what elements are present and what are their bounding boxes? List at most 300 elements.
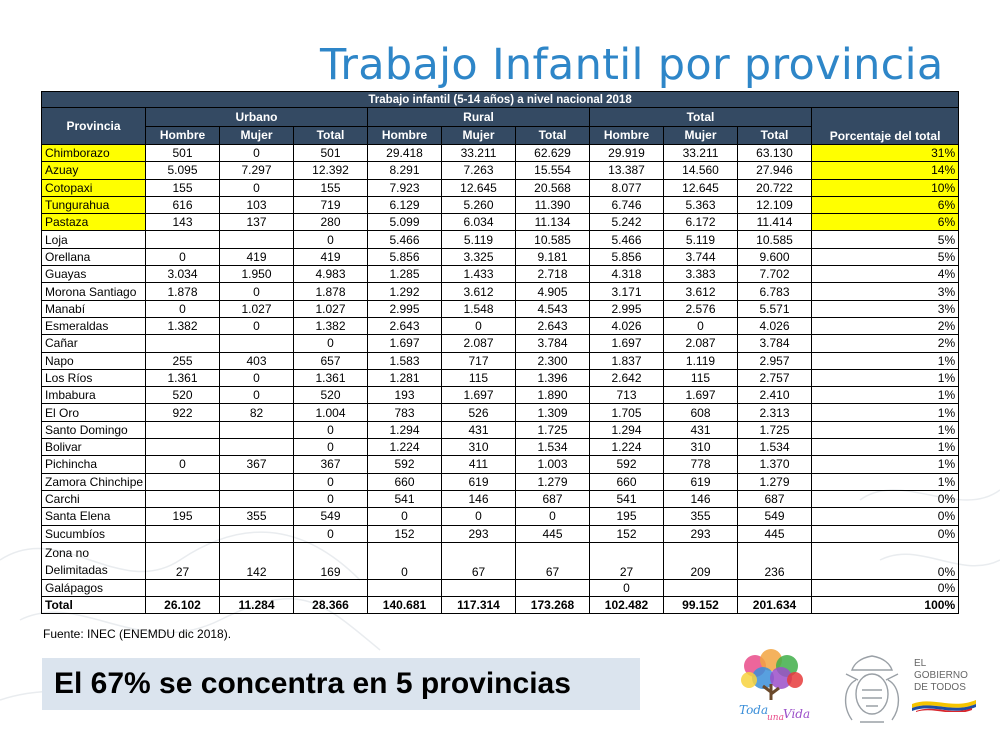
value-cell: 33.211 [664, 145, 738, 162]
value-cell: 1.705 [590, 404, 664, 421]
svg-text:Vida: Vida [783, 707, 811, 721]
value-cell: 12.645 [664, 179, 738, 196]
value-cell [146, 439, 220, 456]
value-cell: 431 [664, 421, 738, 438]
value-cell: 155 [294, 179, 368, 196]
value-cell: 1.697 [368, 335, 442, 352]
value-cell [146, 473, 220, 490]
province-name: Chimborazo [42, 145, 146, 162]
value-cell: 2.576 [664, 300, 738, 317]
value-cell: 0 [146, 248, 220, 265]
value-cell: 29.418 [368, 145, 442, 162]
percentage-cell: 3% [812, 300, 959, 317]
subcolumn-header: Hombre [146, 126, 220, 145]
value-cell: 29.919 [590, 145, 664, 162]
subcolumn-header: Total [738, 126, 812, 145]
value-cell: 0 [442, 508, 516, 525]
value-cell: 549 [738, 508, 812, 525]
value-cell: 2.313 [738, 404, 812, 421]
value-cell: 6.783 [738, 283, 812, 300]
value-cell: 5.260 [442, 196, 516, 213]
value-cell: 520 [294, 387, 368, 404]
value-cell: 28.366 [294, 597, 368, 614]
table-row [42, 248, 959, 265]
source-note: Fuente: INEC (ENEMDU dic 2018). [43, 627, 232, 641]
value-cell: 1.534 [738, 439, 812, 456]
value-cell: 7.263 [442, 162, 516, 179]
value-cell: 8.291 [368, 162, 442, 179]
value-cell: 117.314 [442, 597, 516, 614]
value-cell: 1.890 [516, 387, 590, 404]
value-cell: 310 [664, 439, 738, 456]
value-cell: 6.034 [442, 214, 516, 231]
value-cell: 1.548 [442, 300, 516, 317]
province-name: Morona Santiago [42, 283, 146, 300]
value-cell: 27 [146, 542, 220, 579]
value-cell: 11.134 [516, 214, 590, 231]
value-cell: 541 [590, 490, 664, 507]
value-cell: 367 [294, 456, 368, 473]
table-row [42, 283, 959, 300]
value-cell: 1.027 [220, 300, 294, 317]
value-cell [516, 579, 590, 596]
value-cell [146, 579, 220, 596]
value-cell: 719 [294, 196, 368, 213]
value-cell: 99.152 [664, 597, 738, 614]
group-header-total: Total [590, 108, 812, 127]
value-cell: 6.172 [664, 214, 738, 231]
value-cell: 27.946 [738, 162, 812, 179]
value-cell [294, 579, 368, 596]
value-cell: 2.087 [664, 335, 738, 352]
table-row [42, 369, 959, 386]
value-cell: 12.392 [294, 162, 368, 179]
percentage-cell: 5% [812, 231, 959, 248]
value-cell: 2.300 [516, 352, 590, 369]
province-name: Pichincha [42, 456, 146, 473]
province-name: Pastaza [42, 214, 146, 231]
value-cell: 5.095 [146, 162, 220, 179]
subcolumn-header: Hombre [368, 126, 442, 145]
value-cell: 201.634 [738, 597, 812, 614]
value-cell: 549 [294, 508, 368, 525]
value-cell: 0 [220, 387, 294, 404]
province-name: Zona no Delimitadas [42, 542, 146, 579]
gov-line-2: GOBIERNO [914, 670, 968, 681]
value-cell: 82 [220, 404, 294, 421]
value-cell: 3.612 [442, 283, 516, 300]
value-cell: 20.722 [738, 179, 812, 196]
value-cell: 922 [146, 404, 220, 421]
percentage-cell: 31% [812, 145, 959, 162]
value-cell: 657 [294, 352, 368, 369]
value-cell: 592 [368, 456, 442, 473]
value-cell: 608 [664, 404, 738, 421]
value-cell [146, 231, 220, 248]
value-cell: 146 [442, 490, 516, 507]
percentage-cell: 1% [812, 387, 959, 404]
percentage-cell: 6% [812, 214, 959, 231]
table-row [42, 439, 959, 456]
callout-text: El 67% se concentra en 5 provincias [54, 667, 571, 700]
value-cell: 14.560 [664, 162, 738, 179]
value-cell: 3.784 [516, 335, 590, 352]
percentage-cell: 1% [812, 421, 959, 438]
value-cell: 10.585 [516, 231, 590, 248]
province-name: Napo [42, 352, 146, 369]
value-cell: 143 [146, 214, 220, 231]
value-cell: 4.318 [590, 266, 664, 283]
percentage-cell: 100% [812, 597, 959, 614]
value-cell [146, 335, 220, 352]
value-cell: 0 [590, 579, 664, 596]
value-cell: 0 [294, 439, 368, 456]
gobierno-de-todos-logo [912, 658, 992, 728]
value-cell [220, 231, 294, 248]
table-row [42, 421, 959, 438]
value-cell: 169 [294, 542, 368, 579]
value-cell: 155 [146, 179, 220, 196]
value-cell: 5.363 [664, 196, 738, 213]
percentage-cell: 0% [812, 542, 959, 579]
percentage-cell: 3% [812, 283, 959, 300]
value-cell: 1.004 [294, 404, 368, 421]
value-cell: 3.744 [664, 248, 738, 265]
province-name: Total [42, 597, 146, 614]
value-cell [664, 579, 738, 596]
province-name: Bolivar [42, 439, 146, 456]
value-cell: 0 [294, 473, 368, 490]
value-cell: 0 [442, 317, 516, 334]
value-cell: 0 [146, 300, 220, 317]
province-name: Los Ríos [42, 369, 146, 386]
value-cell: 3.612 [664, 283, 738, 300]
value-cell: 541 [368, 490, 442, 507]
value-cell: 146 [664, 490, 738, 507]
percentage-cell: 5% [812, 248, 959, 265]
value-cell: 0 [368, 542, 442, 579]
value-cell: 67 [516, 542, 590, 579]
value-cell: 1.433 [442, 266, 516, 283]
percentage-cell: 10% [812, 179, 959, 196]
value-cell [220, 579, 294, 596]
toda-una-vida-logo [733, 648, 813, 724]
value-cell: 1.534 [516, 439, 590, 456]
value-cell: 12.645 [442, 179, 516, 196]
value-cell: 11.414 [738, 214, 812, 231]
subcolumn-header: Hombre [590, 126, 664, 145]
percentage-cell: 1% [812, 439, 959, 456]
value-cell: 2.718 [516, 266, 590, 283]
value-cell: 367 [220, 456, 294, 473]
value-cell: 2.410 [738, 387, 812, 404]
table-row [42, 196, 959, 213]
table-row [42, 231, 959, 248]
value-cell: 6.129 [368, 196, 442, 213]
table-row [42, 508, 959, 525]
value-cell: 0 [516, 508, 590, 525]
value-cell [146, 490, 220, 507]
value-cell: 62.629 [516, 145, 590, 162]
table-row [42, 525, 959, 542]
value-cell [220, 421, 294, 438]
province-name: Cotopaxi [42, 179, 146, 196]
table-row [42, 335, 959, 352]
value-cell: 526 [442, 404, 516, 421]
value-cell: 152 [368, 525, 442, 542]
percentage-cell: 2% [812, 335, 959, 352]
percentage-cell: 1% [812, 369, 959, 386]
value-cell: 142 [220, 542, 294, 579]
value-cell: 2.757 [738, 369, 812, 386]
value-cell: 445 [516, 525, 590, 542]
province-name: Azuay [42, 162, 146, 179]
value-cell: 137 [220, 214, 294, 231]
table-row [42, 162, 959, 179]
value-cell [220, 490, 294, 507]
value-cell: 1.837 [590, 352, 664, 369]
value-cell: 660 [590, 473, 664, 490]
value-cell: 4.026 [738, 317, 812, 334]
value-cell: 293 [664, 525, 738, 542]
value-cell: 0 [220, 145, 294, 162]
value-cell: 1.119 [664, 352, 738, 369]
value-cell: 3.383 [664, 266, 738, 283]
table-row [42, 214, 959, 231]
value-cell: 520 [146, 387, 220, 404]
value-cell: 403 [220, 352, 294, 369]
value-cell: 419 [220, 248, 294, 265]
value-cell: 1.294 [368, 421, 442, 438]
table-row [42, 300, 959, 317]
value-cell: 1.279 [516, 473, 590, 490]
table-row [42, 317, 959, 334]
value-cell: 3.325 [442, 248, 516, 265]
value-cell: 1.878 [146, 283, 220, 300]
province-name: Sucumbíos [42, 525, 146, 542]
value-cell: 616 [146, 196, 220, 213]
value-cell: 6.746 [590, 196, 664, 213]
value-cell: 7.923 [368, 179, 442, 196]
value-cell: 236 [738, 542, 812, 579]
value-cell [738, 579, 812, 596]
value-cell: 445 [738, 525, 812, 542]
value-cell: 1.281 [368, 369, 442, 386]
value-cell: 0 [146, 456, 220, 473]
gov-line-1: EL [914, 658, 927, 669]
value-cell [220, 439, 294, 456]
value-cell: 255 [146, 352, 220, 369]
value-cell: 140.681 [368, 597, 442, 614]
value-cell: 1.878 [294, 283, 368, 300]
value-cell: 195 [590, 508, 664, 525]
value-cell: 0 [220, 317, 294, 334]
value-cell: 193 [368, 387, 442, 404]
province-name: Carchi [42, 490, 146, 507]
subcolumn-header: Total [294, 126, 368, 145]
percentage-cell: 4% [812, 266, 959, 283]
percentage-cell: 0% [812, 525, 959, 542]
percentage-cell: 1% [812, 352, 959, 369]
value-cell: 1.697 [442, 387, 516, 404]
value-cell: 293 [442, 525, 516, 542]
value-cell: 1.309 [516, 404, 590, 421]
page-title: Trabajo Infantil por provincia [320, 40, 944, 90]
value-cell: 411 [442, 456, 516, 473]
table-caption: Trabajo infantil (5-14 años) a nivel nacional 2018 [42, 92, 959, 108]
value-cell: 2.643 [368, 317, 442, 334]
table-row [42, 179, 959, 196]
value-cell: 592 [590, 456, 664, 473]
value-cell: 660 [368, 473, 442, 490]
percentage-cell: 0% [812, 579, 959, 596]
value-cell: 419 [294, 248, 368, 265]
value-cell: 501 [294, 145, 368, 162]
value-cell: 1.382 [294, 317, 368, 334]
value-cell: 501 [146, 145, 220, 162]
value-cell: 5.856 [590, 248, 664, 265]
value-cell: 355 [220, 508, 294, 525]
province-name: El Oro [42, 404, 146, 421]
value-cell: 280 [294, 214, 368, 231]
value-cell: 1.279 [738, 473, 812, 490]
value-cell: 63.130 [738, 145, 812, 162]
total-row [42, 597, 959, 614]
value-cell [220, 335, 294, 352]
value-cell: 0 [294, 421, 368, 438]
value-cell: 717 [442, 352, 516, 369]
value-cell: 2.643 [516, 317, 590, 334]
svg-text:una: una [767, 713, 784, 723]
value-cell: 310 [442, 439, 516, 456]
value-cell: 5.466 [590, 231, 664, 248]
value-cell: 5.856 [368, 248, 442, 265]
value-cell: 67 [442, 542, 516, 579]
value-cell: 619 [442, 473, 516, 490]
value-cell: 15.554 [516, 162, 590, 179]
value-cell: 13.387 [590, 162, 664, 179]
value-cell: 1.224 [590, 439, 664, 456]
value-cell [146, 421, 220, 438]
value-cell: 26.102 [146, 597, 220, 614]
value-cell: 3.034 [146, 266, 220, 283]
value-cell: 687 [738, 490, 812, 507]
gov-line-3: DE TODOS [914, 682, 966, 693]
value-cell: 173.268 [516, 597, 590, 614]
flag-ribbon-icon [912, 694, 976, 712]
table-row [42, 473, 959, 490]
value-cell: 0 [294, 525, 368, 542]
value-cell: 11.390 [516, 196, 590, 213]
value-cell [146, 525, 220, 542]
value-cell: 5.099 [368, 214, 442, 231]
group-header-urbano: Urbano [146, 108, 368, 127]
value-cell: 0 [368, 508, 442, 525]
value-cell: 0 [220, 179, 294, 196]
percentage-cell: 2% [812, 317, 959, 334]
value-cell: 2.995 [368, 300, 442, 317]
subcolumn-header: Mujer [664, 126, 738, 145]
callout-box [42, 658, 640, 710]
percentage-cell: 14% [812, 162, 959, 179]
subcolumn-header: Total [516, 126, 590, 145]
value-cell: 10.585 [738, 231, 812, 248]
province-name: Tungurahua [42, 196, 146, 213]
value-cell: 115 [664, 369, 738, 386]
value-cell: 1.027 [294, 300, 368, 317]
value-cell: 5.571 [738, 300, 812, 317]
province-name: Santa Elena [42, 508, 146, 525]
value-cell: 2.995 [590, 300, 664, 317]
value-cell: 1.725 [516, 421, 590, 438]
province-name: Esmeraldas [42, 317, 146, 334]
value-cell [220, 473, 294, 490]
value-cell: 1.396 [516, 369, 590, 386]
percentage-cell: 1% [812, 404, 959, 421]
table-row [42, 387, 959, 404]
value-cell: 4.543 [516, 300, 590, 317]
value-cell: 1.697 [590, 335, 664, 352]
value-cell: 3.171 [590, 283, 664, 300]
value-cell: 0 [294, 335, 368, 352]
value-cell: 1.370 [738, 456, 812, 473]
province-name: Galápagos [42, 579, 146, 596]
value-cell [442, 579, 516, 596]
group-header-rural: Rural [368, 108, 590, 127]
value-cell: 7.702 [738, 266, 812, 283]
value-cell: 1.382 [146, 317, 220, 334]
value-cell: 1.950 [220, 266, 294, 283]
value-cell: 5.119 [664, 231, 738, 248]
value-cell: 33.211 [442, 145, 516, 162]
value-cell: 1.003 [516, 456, 590, 473]
value-cell: 5.119 [442, 231, 516, 248]
province-name: Orellana [42, 248, 146, 265]
coat-of-arms-icon [832, 650, 912, 730]
province-name: Zamora Chinchipe [42, 473, 146, 490]
value-cell [368, 579, 442, 596]
value-cell: 1.294 [590, 421, 664, 438]
value-cell [220, 525, 294, 542]
percentage-cell: 1% [812, 473, 959, 490]
value-cell: 12.109 [738, 196, 812, 213]
value-cell: 687 [516, 490, 590, 507]
value-cell: 11.284 [220, 597, 294, 614]
value-cell: 9.181 [516, 248, 590, 265]
value-cell: 1.292 [368, 283, 442, 300]
value-cell: 778 [664, 456, 738, 473]
value-cell: 102.482 [590, 597, 664, 614]
table-row [42, 352, 959, 369]
province-name: Manabí [42, 300, 146, 317]
value-cell: 2.957 [738, 352, 812, 369]
percentage-cell: 0% [812, 490, 959, 507]
value-cell: 2.642 [590, 369, 664, 386]
value-cell: 1.583 [368, 352, 442, 369]
value-cell: 0 [220, 369, 294, 386]
value-cell: 0 [220, 283, 294, 300]
value-cell: 5.466 [368, 231, 442, 248]
subcolumn-header: Mujer [442, 126, 516, 145]
percentage-cell: 0% [812, 508, 959, 525]
value-cell: 1.361 [294, 369, 368, 386]
table-row [42, 542, 959, 579]
province-name: Loja [42, 231, 146, 248]
table-row [42, 456, 959, 473]
value-cell: 1.725 [738, 421, 812, 438]
value-cell: 0 [664, 317, 738, 334]
percentage-cell: 6% [812, 196, 959, 213]
